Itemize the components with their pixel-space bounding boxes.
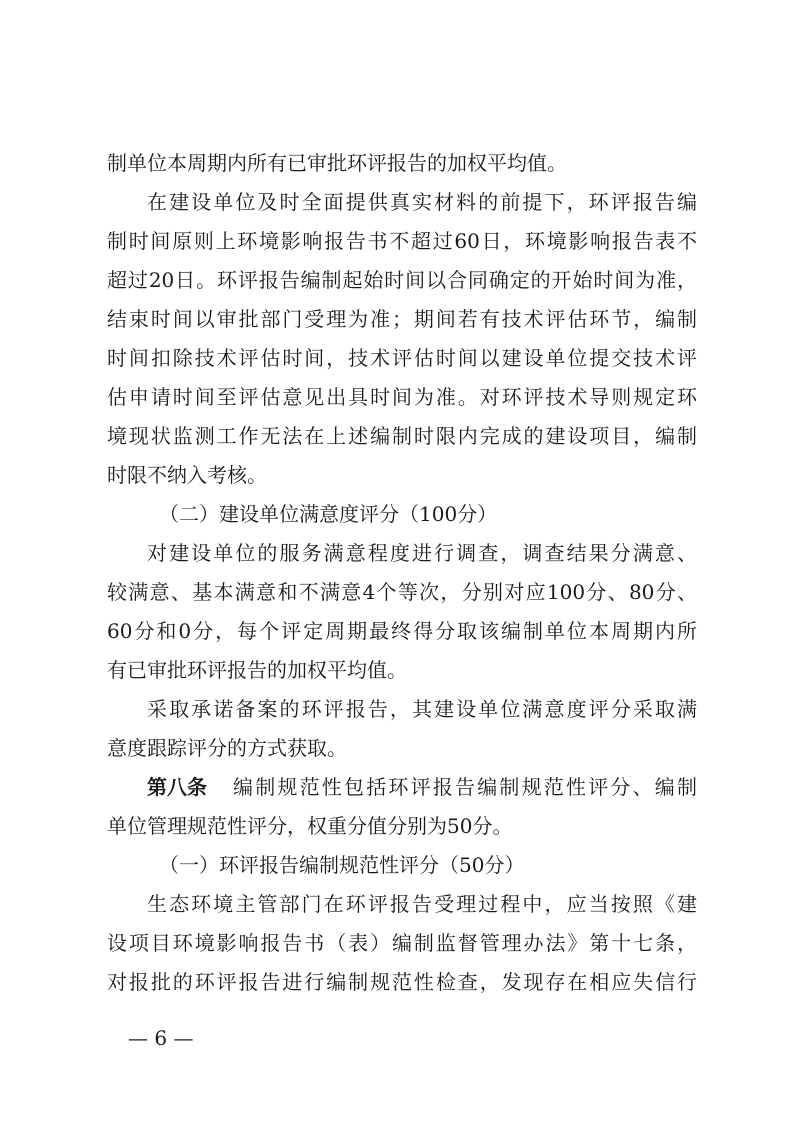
article-heading: 第八条 (147, 775, 207, 799)
paragraph-line: 结束时间以审批部门受理为准；期间若有技术评估环节，编制 (107, 307, 697, 331)
paragraph-line: 有已审批环评报告的加权平均值。 (107, 658, 407, 682)
paragraph-line: 对报批的环评报告进行编制规范性检查，发现存在相应失信行 (107, 970, 697, 994)
body-text (107, 144, 697, 1002)
paragraph-line: 在建设单位及时全面提供真实材料的前提下，环评报告编 (147, 190, 697, 214)
paragraph-line: 制单位本周期内所有已审批环评报告的加权平均值。 (107, 151, 567, 175)
paragraph-line: 时限不纳入考核。 (107, 463, 267, 487)
section-heading: （一）环评报告编制规范性评分（50分） (159, 853, 525, 877)
paragraph-line: 估申请时间至评估意见出具时间为准。对环评技术导则规定环 (107, 385, 697, 409)
paragraph-line: 单位管理规范性评分，权重分值分别为50分。 (107, 814, 513, 838)
page-number: — 6 — (128, 1026, 194, 1050)
paragraph-line: 60分和0分，每个评定周期最终得分取该编制单位本周期内所 (107, 619, 697, 643)
paragraph-line: 制时间原则上环境影响报告书不超过60日，环境影响报告表不 (107, 229, 697, 253)
paragraph-line: 采取承诺备案的环评报告，其建设单位满意度评分采取满 (147, 697, 697, 721)
paragraph-line: 对建设单位的服务满意程度进行调查，调查结果分满意、 (147, 541, 697, 565)
paragraph-line: 设项目环境影响报告书（表）编制监督管理办法》第十七条， (107, 931, 697, 955)
article-text: 编制规范性包括环评报告编制规范性评分、编制 (233, 775, 697, 799)
paragraph-line: 境现状监测工作无法在上述编制时限内完成的建设项目，编制 (107, 424, 697, 448)
paragraph-line: 生态环境主管部门在环评报告受理过程中，应当按照《建 (147, 892, 697, 916)
article-line (107, 768, 697, 807)
paragraph-line: 较满意、基本满意和不满意4个等次，分别对应100分、80分、 (107, 580, 697, 604)
section-heading: （二）建设单位满意度评分（100分） (159, 502, 498, 526)
paragraph-line: 时间扣除技术评估时间，技术评估时间以建设单位提交技术评 (107, 346, 697, 370)
paragraph-line: 意度跟踪评分的方式获取。 (107, 736, 347, 760)
paragraph-line: 超过20日。环评报告编制起始时间以合同确定的开始时间为准， (107, 268, 697, 292)
